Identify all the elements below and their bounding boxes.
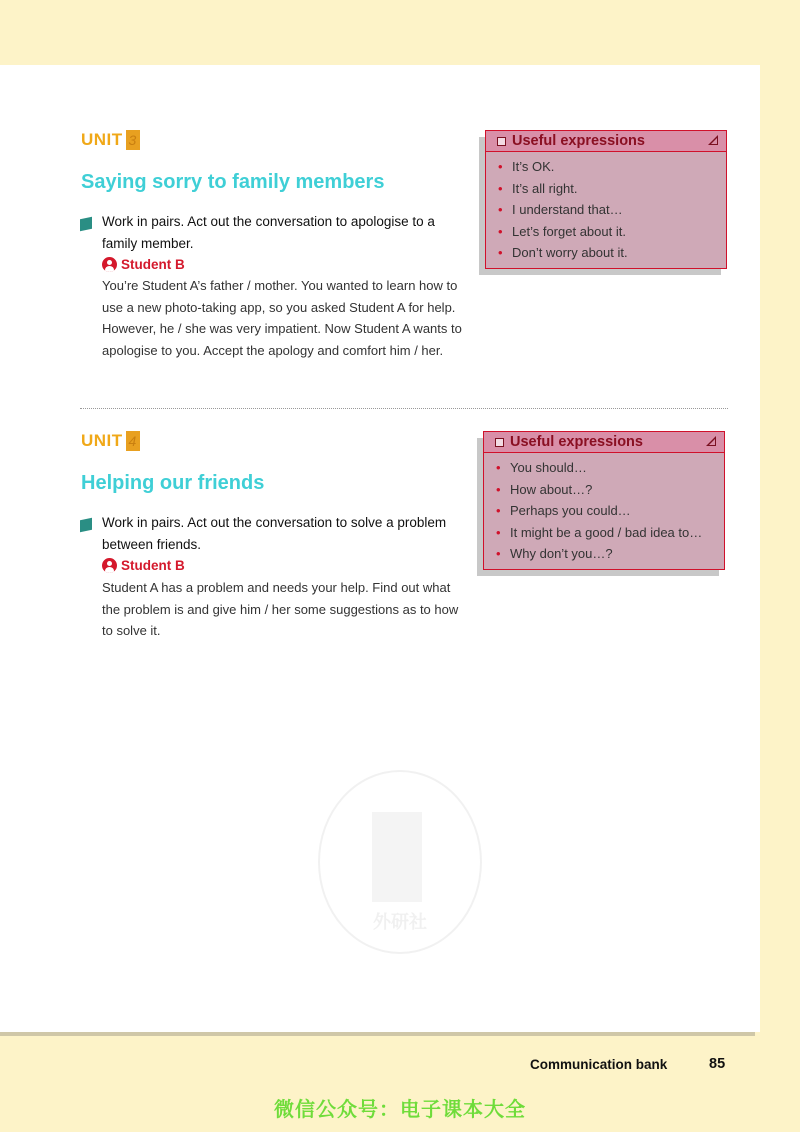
expressions-title: Useful expressions	[512, 133, 645, 149]
page-number: 85	[709, 1056, 726, 1072]
unit-4-student	[102, 558, 185, 573]
unit-label-text: UNIT	[81, 431, 123, 450]
expression-item: • It might be a good / bad idea to…	[496, 522, 724, 544]
expression-item: • Why don’t you…?	[496, 543, 724, 565]
expression-item: • Perhaps you could…	[496, 500, 724, 522]
section-divider	[80, 408, 728, 409]
expression-item: • I understand that…	[498, 199, 726, 221]
unit-label-text: UNIT	[81, 130, 123, 149]
unit-3-expressions-box	[485, 130, 727, 269]
expressions-header	[486, 131, 726, 152]
unit-4-task: Work in pairs. Act out the conversation to solve a problem between friends.	[102, 515, 447, 552]
unit-3-label	[81, 130, 140, 150]
unit-number-badge: 3	[126, 130, 140, 150]
watermark-text: 外研社	[373, 912, 427, 932]
person-icon	[102, 257, 117, 272]
expression-item: • It’s OK.	[498, 156, 726, 178]
person-icon	[102, 558, 117, 573]
expressions-title: Useful expressions	[510, 434, 643, 450]
expression-item: • It’s all right.	[498, 178, 726, 200]
unit-3-title: Saying sorry to family members	[81, 171, 385, 193]
building-logo-icon	[372, 812, 422, 902]
unit-3-student	[102, 257, 185, 272]
student-label: Student B	[121, 558, 185, 573]
expressions-header	[484, 432, 724, 453]
footer-section-label: Communication bank	[530, 1057, 668, 1072]
wechat-banner: 微信公众号：电子课本大全	[274, 1099, 526, 1121]
expressions-list	[484, 453, 724, 565]
expression-item: • Let’s forget about it.	[498, 221, 726, 243]
unit-3-task: Work in pairs. Act out the conversation to apologise to a family member.	[102, 214, 435, 251]
task-bullet-icon	[80, 518, 92, 533]
expression-item: • You should…	[496, 457, 724, 479]
student-label: Student B	[121, 257, 185, 272]
page-shadow	[0, 1032, 755, 1036]
expressions-list	[486, 152, 726, 264]
checkbox-icon	[495, 438, 504, 447]
expression-item: • How about…?	[496, 479, 724, 501]
expression-item: • Don’t worry about it.	[498, 242, 726, 264]
unit-4-label	[81, 431, 140, 451]
resize-corner-icon	[706, 436, 716, 446]
resize-corner-icon	[708, 135, 718, 145]
publisher-watermark	[318, 770, 482, 954]
unit-4-role: Student A has a problem and needs your help. Find out what the problem is and give him / her some suggestions as to how to solve it.	[102, 580, 459, 638]
unit-3-role: You’re Student A’s father / mother. You wanted to learn how to use a new photo-taking app, so you asked Student A for help. However, he / she was very impatient. Now Student A wants to apologise to you. Accept the apology and comfort him / her.	[102, 278, 462, 358]
unit-4-expressions-box	[483, 431, 725, 570]
unit-4-title: Helping our friends	[81, 472, 265, 494]
unit-number-badge: 4	[126, 431, 140, 451]
checkbox-icon	[497, 137, 506, 146]
task-bullet-icon	[80, 217, 92, 232]
